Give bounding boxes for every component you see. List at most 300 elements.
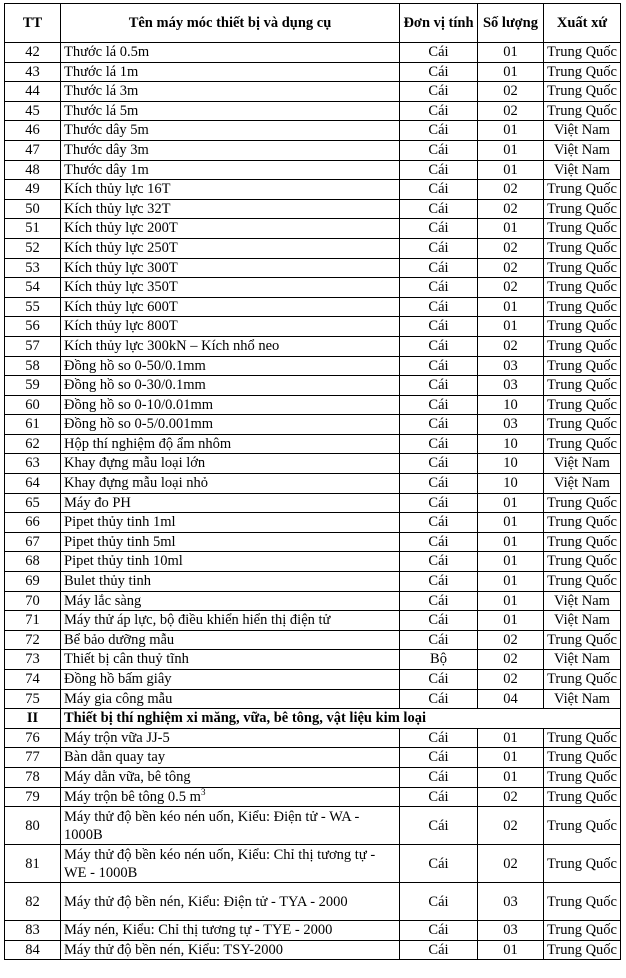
row-unit xyxy=(400,883,478,921)
row-quantity-text: 01 xyxy=(503,220,518,237)
row-name xyxy=(61,258,400,278)
row-quantity-text: 10 xyxy=(503,455,518,472)
row-name xyxy=(61,140,400,160)
row-origin xyxy=(544,434,621,454)
row-name xyxy=(61,883,400,921)
row-quantity-text: 02 xyxy=(503,83,518,100)
row-unit xyxy=(400,787,478,807)
row-origin-text: Trung Quốc xyxy=(547,239,617,256)
row-origin-text: Trung Quốc xyxy=(547,514,617,531)
row-unit-text: Cái xyxy=(428,63,449,80)
row-quantity-text: 01 xyxy=(503,141,518,158)
row-number xyxy=(5,689,61,709)
section-title: Thiết bị thí nghiệm xi măng, vữa, bê tông, vật liệu kim loại xyxy=(61,709,621,729)
row-origin xyxy=(544,611,621,631)
row-number-text: 52 xyxy=(25,239,40,256)
row-number-text: 61 xyxy=(25,416,40,433)
row-quantity-text: 01 xyxy=(503,612,518,629)
row-quantity xyxy=(478,807,544,845)
row-name xyxy=(61,532,400,552)
row-unit-text: Cái xyxy=(428,855,449,872)
row-quantity-text: 10 xyxy=(503,435,518,452)
table-row xyxy=(5,258,621,278)
row-unit-text: Cái xyxy=(428,259,449,276)
table-row xyxy=(5,356,621,376)
row-unit-text: Cái xyxy=(428,475,449,492)
row-origin xyxy=(544,82,621,102)
row-quantity-text: 02 xyxy=(503,259,518,276)
row-quantity-text: 03 xyxy=(503,377,518,394)
row-unit xyxy=(400,630,478,650)
table-header-row xyxy=(5,4,621,43)
row-name xyxy=(61,572,400,592)
row-unit-text: Cái xyxy=(428,788,449,805)
header-name: Tên máy móc thiết bị và dụng cụ xyxy=(61,4,400,43)
table-row xyxy=(5,940,621,960)
row-quantity xyxy=(478,454,544,474)
row-name-text: Thiết bị cân thuỷ tĩnh xyxy=(64,651,189,668)
row-unit-text: Cái xyxy=(428,141,449,158)
row-number xyxy=(5,199,61,219)
row-quantity xyxy=(478,317,544,337)
row-name-text: Kích thủy lực 32T xyxy=(64,200,171,217)
row-name xyxy=(61,767,400,787)
row-name xyxy=(61,336,400,356)
row-number-text: 59 xyxy=(25,377,40,394)
row-quantity xyxy=(478,121,544,141)
row-unit xyxy=(400,940,478,960)
row-quantity-text: 02 xyxy=(503,239,518,256)
row-quantity xyxy=(478,689,544,709)
row-quantity xyxy=(478,376,544,396)
row-origin xyxy=(544,356,621,376)
row-origin xyxy=(544,376,621,396)
row-quantity xyxy=(478,748,544,768)
row-quantity-text: 01 xyxy=(503,941,518,958)
row-unit xyxy=(400,62,478,82)
table-row xyxy=(5,395,621,415)
row-number-text: 51 xyxy=(25,220,40,237)
row-name xyxy=(61,650,400,670)
row-unit xyxy=(400,748,478,768)
row-origin-text: Trung Quốc xyxy=(547,893,617,910)
row-number xyxy=(5,82,61,102)
row-origin xyxy=(544,395,621,415)
row-quantity xyxy=(478,297,544,317)
table-body xyxy=(5,43,621,960)
row-name xyxy=(61,238,400,258)
row-unit-text: Cái xyxy=(428,592,449,609)
row-quantity xyxy=(478,82,544,102)
row-quantity-text: 01 xyxy=(503,514,518,531)
row-quantity-text: 01 xyxy=(503,533,518,550)
row-number-text: 43 xyxy=(25,63,40,80)
row-quantity-text: 02 xyxy=(503,631,518,648)
row-quantity xyxy=(478,591,544,611)
row-number-text: 55 xyxy=(25,298,40,315)
row-unit xyxy=(400,552,478,572)
row-name xyxy=(61,630,400,650)
row-origin xyxy=(544,199,621,219)
row-name xyxy=(61,101,400,121)
row-quantity xyxy=(478,336,544,356)
row-quantity xyxy=(478,670,544,690)
row-name-text: Bulet thủy tinh xyxy=(64,573,151,590)
row-unit xyxy=(400,921,478,941)
row-name xyxy=(61,940,400,960)
row-unit-text: Cái xyxy=(428,573,449,590)
row-quantity xyxy=(478,101,544,121)
table-row xyxy=(5,572,621,592)
row-name-text: Kích thủy lực 300kN – Kích nhổ neo xyxy=(64,337,280,354)
row-number xyxy=(5,767,61,787)
table-row xyxy=(5,650,621,670)
row-quantity-text: 01 xyxy=(503,122,518,139)
table-row xyxy=(5,297,621,317)
row-number-text: 58 xyxy=(25,357,40,374)
row-number xyxy=(5,474,61,494)
row-unit xyxy=(400,845,478,883)
row-origin-text: Trung Quốc xyxy=(547,259,617,276)
row-number-text: 67 xyxy=(25,533,40,550)
row-number xyxy=(5,807,61,845)
row-quantity-text: 02 xyxy=(503,788,518,805)
table-row xyxy=(5,317,621,337)
row-unit xyxy=(400,532,478,552)
row-origin xyxy=(544,180,621,200)
row-quantity xyxy=(478,278,544,298)
row-origin xyxy=(544,767,621,787)
table-row xyxy=(5,921,621,941)
table-row xyxy=(5,845,621,883)
row-number xyxy=(5,728,61,748)
row-origin-text: Trung Quốc xyxy=(547,102,617,119)
table-row xyxy=(5,474,621,494)
row-number-text: 73 xyxy=(25,651,40,668)
table-row xyxy=(5,376,621,396)
row-number-text: 49 xyxy=(25,181,40,198)
header-qty: Số lượng xyxy=(478,4,544,43)
row-name xyxy=(61,454,400,474)
row-name-text: Khay đựng mẫu loại lớn xyxy=(64,455,206,472)
table-row xyxy=(5,787,621,807)
table-row xyxy=(5,493,621,513)
row-origin-text: Trung Quốc xyxy=(547,396,617,413)
row-origin xyxy=(544,238,621,258)
row-quantity-text: 01 xyxy=(503,298,518,315)
row-number xyxy=(5,376,61,396)
row-unit-text: Cái xyxy=(428,533,449,550)
row-unit-text: Cái xyxy=(428,357,449,374)
row-name xyxy=(61,395,400,415)
row-name xyxy=(61,493,400,513)
row-unit-text: Cái xyxy=(428,318,449,335)
row-quantity xyxy=(478,62,544,82)
row-origin xyxy=(544,140,621,160)
table-row xyxy=(5,238,621,258)
row-origin-text: Trung Quốc xyxy=(547,573,617,590)
row-origin xyxy=(544,883,621,921)
row-name-text: Máy lắc sàng xyxy=(64,592,142,609)
row-quantity xyxy=(478,611,544,631)
row-name xyxy=(61,474,400,494)
row-quantity xyxy=(478,258,544,278)
row-unit-text: Cái xyxy=(428,749,449,766)
row-name-text: Thước lá 0.5m xyxy=(64,44,150,60)
row-number-text: 83 xyxy=(25,922,40,939)
row-number xyxy=(5,101,61,121)
row-name xyxy=(61,121,400,141)
row-unit xyxy=(400,395,478,415)
table-row xyxy=(5,630,621,650)
row-name-text: Máy thử độ bền nén, Kiểu: Điện tử - TYA - 2000 xyxy=(64,893,348,910)
row-quantity-text: 01 xyxy=(503,553,518,570)
row-quantity-text: 02 xyxy=(503,671,518,687)
row-name xyxy=(61,552,400,572)
row-origin-text: Trung Quốc xyxy=(547,631,617,648)
row-name-text: Hộp thí nghiệm độ ẩm nhôm xyxy=(64,435,232,452)
table-row xyxy=(5,611,621,631)
row-unit xyxy=(400,591,478,611)
row-origin xyxy=(544,572,621,592)
row-number xyxy=(5,62,61,82)
row-number xyxy=(5,921,61,941)
row-quantity-text: 01 xyxy=(503,318,518,335)
row-unit-text: Cái xyxy=(428,200,449,217)
row-origin xyxy=(544,670,621,690)
row-origin-text: Việt Nam xyxy=(554,651,610,668)
row-number-text: 74 xyxy=(25,671,40,687)
table-row xyxy=(5,278,621,298)
row-number xyxy=(5,513,61,533)
row-name xyxy=(61,434,400,454)
row-unit xyxy=(400,572,478,592)
row-quantity-text: 10 xyxy=(503,396,518,413)
row-name-text: Thước dây 1m xyxy=(64,161,149,178)
row-number xyxy=(5,219,61,239)
row-name xyxy=(61,415,400,435)
row-number xyxy=(5,121,61,141)
row-unit-text: Cái xyxy=(428,817,449,834)
row-number xyxy=(5,140,61,160)
table-row xyxy=(5,552,621,572)
row-name xyxy=(61,670,400,690)
row-name-text: Thước dây 3m xyxy=(64,141,149,158)
row-name xyxy=(61,591,400,611)
row-number xyxy=(5,611,61,631)
row-quantity-text: 01 xyxy=(503,161,518,178)
table-row xyxy=(5,748,621,768)
row-number-text: 79 xyxy=(25,788,40,805)
row-number xyxy=(5,532,61,552)
table-row xyxy=(5,219,621,239)
row-name-text: Kích thủy lực 600T xyxy=(64,298,178,315)
row-quantity xyxy=(478,845,544,883)
row-quantity-text: 02 xyxy=(503,200,518,217)
row-unit xyxy=(400,219,478,239)
row-quantity-text: 01 xyxy=(503,63,518,80)
table-row xyxy=(5,199,621,219)
row-origin-text: Trung Quốc xyxy=(547,922,617,939)
row-number xyxy=(5,650,61,670)
row-unit xyxy=(400,160,478,180)
row-quantity-text: 01 xyxy=(503,592,518,609)
row-name xyxy=(61,376,400,396)
row-origin-text: Trung Quốc xyxy=(547,181,617,198)
row-number-text: 56 xyxy=(25,318,40,335)
row-quantity-text: 02 xyxy=(503,181,518,198)
row-number xyxy=(5,278,61,298)
row-origin-text: Trung Quốc xyxy=(547,817,617,834)
row-quantity xyxy=(478,140,544,160)
row-origin-text: Trung Quốc xyxy=(547,357,617,374)
row-unit xyxy=(400,336,478,356)
row-origin xyxy=(544,219,621,239)
table-row xyxy=(5,43,621,63)
row-unit xyxy=(400,493,478,513)
row-origin-text: Việt Nam xyxy=(554,612,610,629)
row-number-text: 44 xyxy=(25,83,40,100)
row-number xyxy=(5,415,61,435)
row-number-text: 82 xyxy=(25,893,40,910)
row-origin-text: Trung Quốc xyxy=(547,494,617,511)
row-unit xyxy=(400,650,478,670)
row-unit xyxy=(400,199,478,219)
row-unit xyxy=(400,728,478,748)
row-unit-text: Cái xyxy=(428,494,449,511)
row-quantity xyxy=(478,921,544,941)
row-unit xyxy=(400,317,478,337)
row-origin-text: Trung Quốc xyxy=(547,553,617,570)
row-number xyxy=(5,160,61,180)
table-row xyxy=(5,62,621,82)
row-origin-text: Trung Quốc xyxy=(547,941,617,958)
row-number-text: 66 xyxy=(25,514,40,531)
row-name-text: Kích thủy lực 200T xyxy=(64,220,178,237)
table-row xyxy=(5,140,621,160)
row-number xyxy=(5,238,61,258)
row-quantity xyxy=(478,767,544,787)
row-name xyxy=(61,611,400,631)
row-origin xyxy=(544,101,621,121)
row-unit xyxy=(400,434,478,454)
row-origin xyxy=(544,728,621,748)
row-number-text: 53 xyxy=(25,259,40,276)
row-quantity-text: 01 xyxy=(503,749,518,766)
row-unit xyxy=(400,297,478,317)
row-unit-text: Cái xyxy=(428,279,449,296)
table-row xyxy=(5,121,621,141)
row-origin xyxy=(544,121,621,141)
row-number xyxy=(5,940,61,960)
section-row xyxy=(5,709,621,729)
row-quantity xyxy=(478,395,544,415)
row-unit-text: Cái xyxy=(428,893,449,910)
row-name-text: Thước lá 3m xyxy=(64,83,139,100)
unit-superscript: 3 xyxy=(200,787,206,797)
row-name xyxy=(61,82,400,102)
row-unit-text: Cái xyxy=(428,671,449,687)
row-origin-text: Trung Quốc xyxy=(547,279,617,296)
row-quantity-text: 01 xyxy=(503,494,518,511)
row-origin xyxy=(544,532,621,552)
row-unit xyxy=(400,689,478,709)
row-unit xyxy=(400,121,478,141)
row-quantity xyxy=(478,728,544,748)
table-row xyxy=(5,434,621,454)
table-row xyxy=(5,454,621,474)
row-quantity xyxy=(478,630,544,650)
row-origin-text: Trung Quốc xyxy=(547,788,617,805)
row-number-text: 64 xyxy=(25,475,40,492)
equipment-table-container xyxy=(4,3,621,960)
row-name-text: Thước dây 5m xyxy=(64,122,149,139)
row-number-text: 42 xyxy=(25,44,40,60)
row-name-text: Máy thử độ bền nén, Kiểu: TSY-2000 xyxy=(64,941,284,958)
row-unit xyxy=(400,258,478,278)
row-number xyxy=(5,297,61,317)
row-origin xyxy=(544,43,621,63)
row-number xyxy=(5,883,61,921)
row-name xyxy=(61,356,400,376)
row-origin-text: Việt Nam xyxy=(554,592,610,609)
row-number-text: 72 xyxy=(25,631,40,648)
row-unit xyxy=(400,180,478,200)
row-origin xyxy=(544,787,621,807)
row-unit-text: Cái xyxy=(428,514,449,531)
row-name xyxy=(61,278,400,298)
row-name-text: Máy thử áp lực, bộ điều khiển hiển thị điện tử xyxy=(64,612,331,629)
row-name xyxy=(61,160,400,180)
row-unit xyxy=(400,278,478,298)
row-number-text: 46 xyxy=(25,122,40,139)
row-unit-text: Cái xyxy=(428,44,449,60)
row-number-text: 84 xyxy=(25,941,40,958)
row-unit-text: Cái xyxy=(428,396,449,413)
row-origin xyxy=(544,807,621,845)
row-unit xyxy=(400,611,478,631)
row-unit xyxy=(400,238,478,258)
row-unit xyxy=(400,82,478,102)
row-origin xyxy=(544,630,621,650)
row-unit-text: Cái xyxy=(428,298,449,315)
row-number-text: 77 xyxy=(25,749,40,766)
row-unit-text: Cái xyxy=(428,612,449,629)
row-name-text: Máy thử độ bền kéo nén uốn, Kiểu: Chỉ thị tương tự - WE - 1000B xyxy=(64,846,376,881)
row-origin xyxy=(544,160,621,180)
row-number xyxy=(5,630,61,650)
row-quantity-text: 02 xyxy=(503,279,518,296)
row-quantity xyxy=(478,238,544,258)
row-unit xyxy=(400,767,478,787)
row-name-text: Máy trộn vữa JJ-5 xyxy=(64,729,170,746)
table-row xyxy=(5,160,621,180)
row-quantity-text: 02 xyxy=(503,855,518,872)
row-number-text: 63 xyxy=(25,455,40,472)
row-name xyxy=(61,689,400,709)
row-origin-text: Trung Quốc xyxy=(547,337,617,354)
row-number xyxy=(5,493,61,513)
row-quantity-text: 02 xyxy=(503,651,518,668)
row-unit-text: Cái xyxy=(428,455,449,472)
row-unit xyxy=(400,513,478,533)
row-origin-text: Trung Quốc xyxy=(547,44,617,60)
header-origin: Xuất xứ xyxy=(544,4,621,43)
table-row xyxy=(5,728,621,748)
row-origin-text: Trung Quốc xyxy=(547,83,617,100)
section-number: II xyxy=(5,709,61,729)
row-name xyxy=(61,513,400,533)
